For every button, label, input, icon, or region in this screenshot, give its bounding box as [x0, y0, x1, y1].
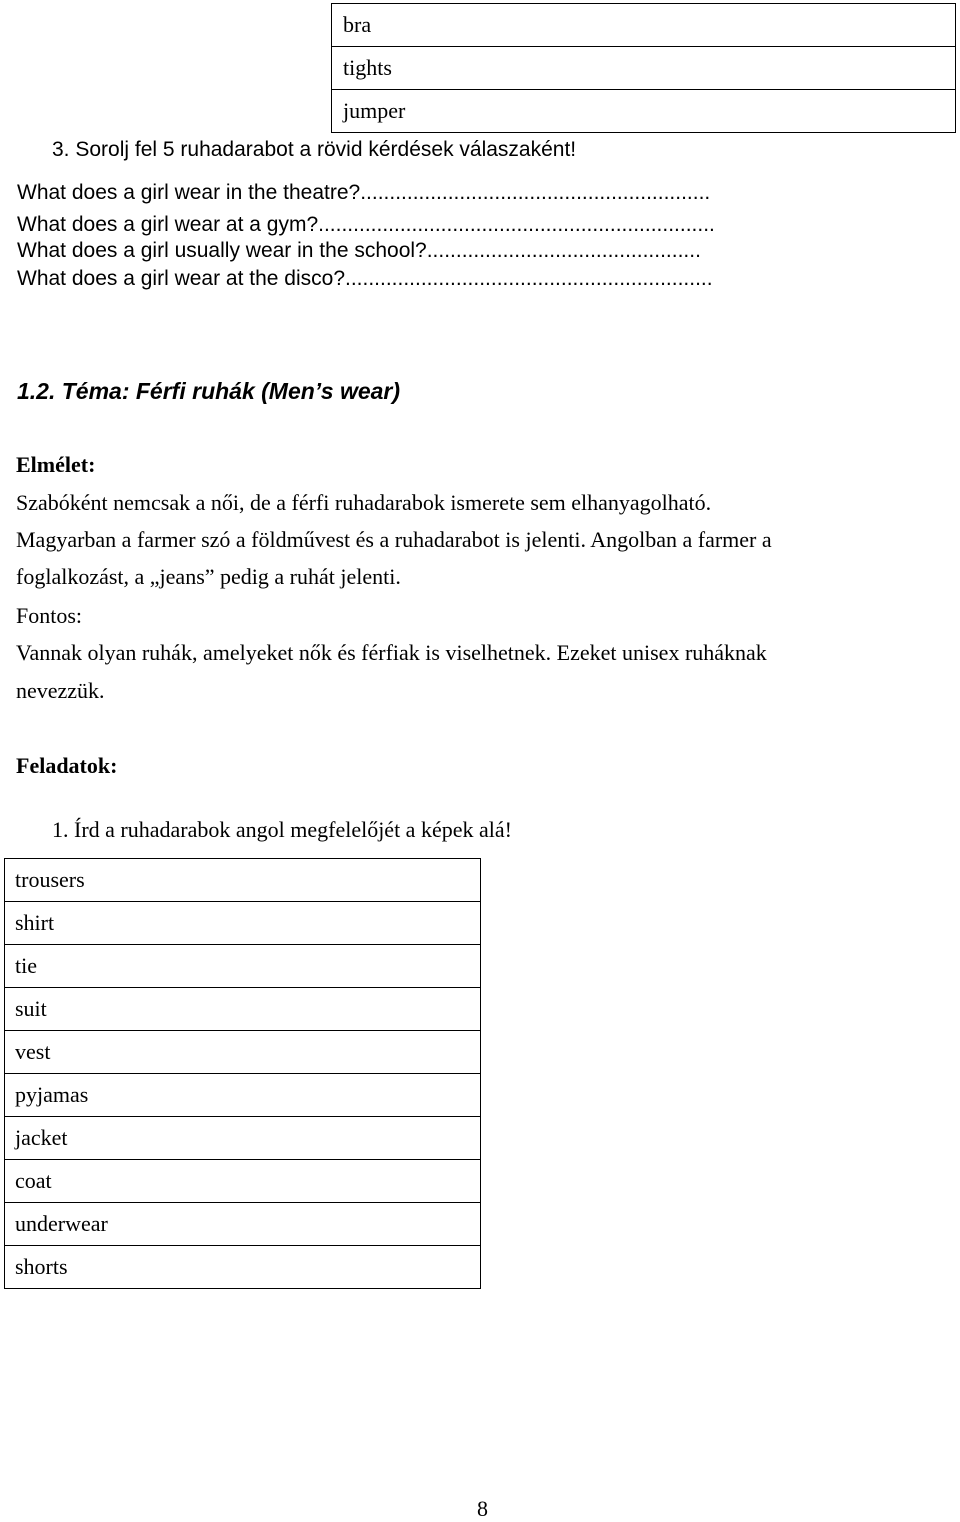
theory-paragraph-line: foglalkozást, a „jeans” pedig a ruhát jelenti.: [16, 564, 401, 589]
bottom-word-table: [4, 858, 481, 1289]
table-row: [332, 47, 956, 90]
table-row: [5, 1117, 481, 1160]
table-row: [5, 1160, 481, 1203]
question-theatre: What does a girl wear in the theatre?............................................................: [17, 181, 711, 204]
table-cell: shirt: [5, 902, 481, 945]
table-cell: jacket: [5, 1117, 481, 1160]
important-paragraph-line: nevezzük.: [16, 678, 105, 703]
table-row: [5, 1031, 481, 1074]
table-cell: shorts: [5, 1246, 481, 1289]
tasks-label: Feladatok:: [16, 753, 118, 778]
theory-paragraph-line: Szabóként nemcsak a női, de a férfi ruhadarabok ismerete sem elhanyagolható.: [16, 490, 712, 515]
table-cell: bra: [332, 4, 956, 47]
important-paragraph-line: Vannak olyan ruhák, amelyeket nők és férfiak is viselhetnek. Ezeket unisex ruháknak: [16, 640, 767, 665]
table-cell: tie: [5, 945, 481, 988]
table-row: [5, 1246, 481, 1289]
task1-instruction: 1. Írd a ruhadarabok angol megfelelőjét a képek alá!: [52, 817, 512, 842]
table-cell: underwear: [5, 1203, 481, 1246]
table-cell: vest: [5, 1031, 481, 1074]
table-cell: trousers: [5, 859, 481, 902]
page-number: 8: [477, 1496, 488, 1521]
table-row: [5, 1074, 481, 1117]
theory-label: Elmélet:: [16, 452, 96, 477]
theory-paragraph-line: Magyarban a farmer szó a földművest és a ruhadarabot is jelenti. Angolban a farmer a: [16, 527, 772, 552]
table-cell: tights: [332, 47, 956, 90]
table-cell: suit: [5, 988, 481, 1031]
table-row: [332, 4, 956, 47]
table-row: [332, 90, 956, 133]
table-cell: jumper: [332, 90, 956, 133]
question-gym: What does a girl wear at a gym?....................................................................: [17, 213, 715, 236]
section-title: 1.2. Téma: Férfi ruhák (Men’s wear): [17, 378, 401, 404]
table-row: [5, 988, 481, 1031]
table-cell: coat: [5, 1160, 481, 1203]
table-row: [5, 902, 481, 945]
question-school: What does a girl usually wear in the school?...............................................: [17, 239, 701, 262]
table-row: [5, 945, 481, 988]
important-label: Fontos:: [16, 603, 83, 628]
table-row: [5, 859, 481, 902]
table-cell: pyjamas: [5, 1074, 481, 1117]
task3-instruction: 3. Sorolj fel 5 ruhadarabot a rövid kérdések válaszaként!: [52, 138, 577, 161]
top-word-table: [331, 3, 956, 133]
table-row: [5, 1203, 481, 1246]
question-disco: What does a girl wear at the disco?...............................................................: [17, 267, 713, 290]
